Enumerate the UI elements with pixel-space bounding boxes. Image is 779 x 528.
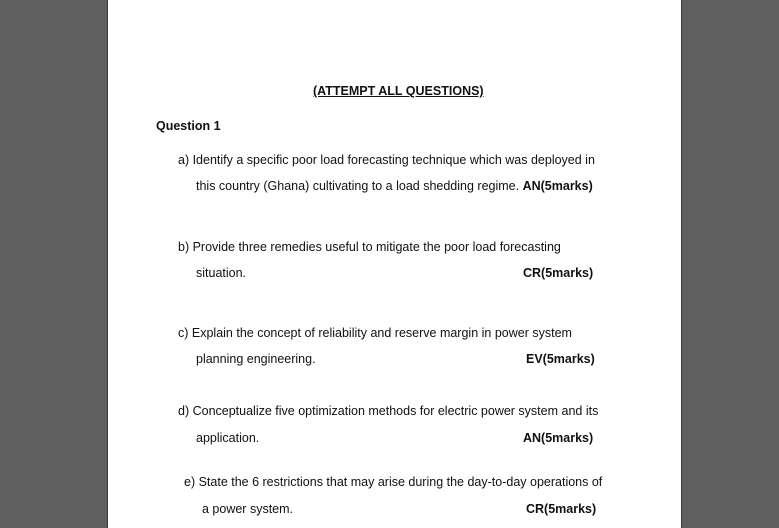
question-e-marks: CR(5marks) — [526, 502, 597, 516]
question-a-line1: a) Identify a specific poor load forecasting technique which was deployed in — [178, 153, 595, 167]
question-heading: Question 1 — [156, 119, 221, 133]
question-a-marks: AN(5marks) — [522, 179, 593, 193]
document-page — [107, 0, 682, 528]
question-d-line2: application. — [196, 431, 260, 445]
question-a-text: this country (Ghana) cultivating to a load shedding regime. — [196, 179, 523, 193]
question-c-line2: planning engineering. — [196, 352, 316, 366]
question-e-line1: e) State the 6 restrictions that may arise during the day-to-day operations of — [184, 475, 603, 489]
instructions-heading: (ATTEMPT ALL QUESTIONS) — [313, 84, 484, 98]
question-a-line2 — [196, 180, 593, 193]
question-d-line1: d) Conceptualize five optimization methods for electric power system and its — [178, 404, 599, 418]
question-b-line2: situation. — [196, 266, 247, 280]
question-d-marks: AN(5marks) — [523, 431, 594, 445]
question-b-line1: b) Provide three remedies useful to mitigate the poor load forecasting — [178, 240, 561, 254]
question-c-marks: EV(5marks) — [526, 352, 595, 366]
question-c-line1: c) Explain the concept of reliability and reserve margin in power system — [178, 326, 572, 340]
question-b-marks: CR(5marks) — [523, 266, 594, 280]
question-e-line2: a power system. — [202, 502, 294, 516]
